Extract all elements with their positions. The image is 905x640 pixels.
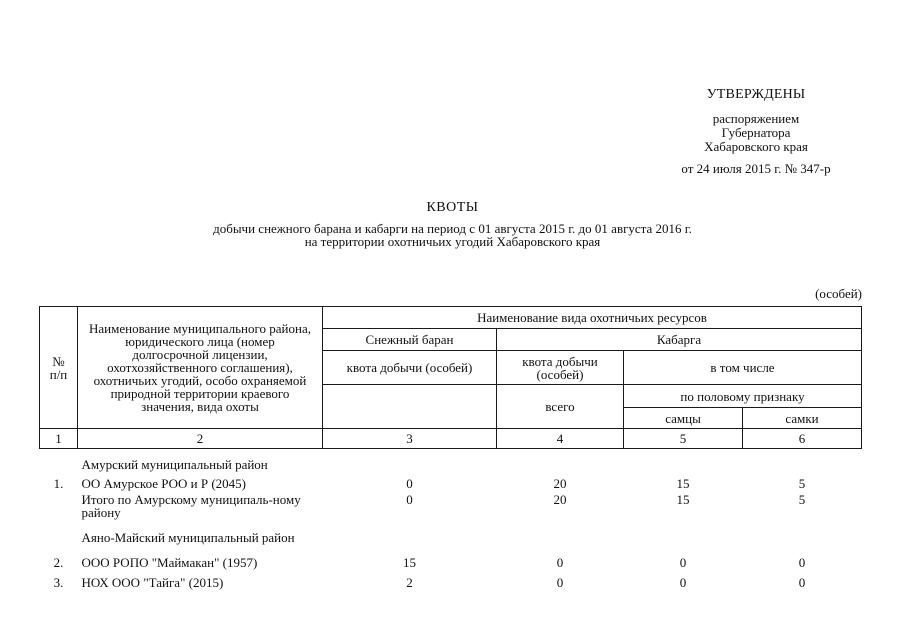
row-number: [40, 523, 78, 553]
row-deer-females: 0: [798, 555, 806, 570]
table-row: [40, 455, 862, 475]
row-deer-females: [743, 523, 862, 553]
row-name: Амурский муниципальный район: [81, 457, 268, 472]
row-sheep-quota: 0: [406, 476, 413, 491]
header-sheep-blank: [323, 385, 497, 429]
header-resource-type: Наименование вида охотничьих ресурсов: [323, 307, 862, 329]
approval-block: [600, 88, 905, 176]
row-name: ОО Амурское РОО и Р (2045): [81, 476, 247, 491]
row-name: Итого по Амурскому муниципаль-ному району: [81, 491, 301, 520]
row-name: НОХ ООО "Тайга" (2015): [81, 575, 224, 590]
row-number: [40, 455, 78, 475]
table-row: [40, 523, 862, 553]
col-number: 6: [743, 429, 862, 449]
document-title: КВОТЫ: [426, 200, 479, 215]
header-musk-deer: Кабарга: [497, 329, 862, 351]
row-deer-females: 0: [798, 575, 806, 590]
row-number: 3.: [53, 575, 64, 590]
row-deer-total: 0: [556, 555, 564, 570]
header-total: всего: [497, 385, 624, 429]
row-deer-males: [624, 523, 743, 553]
table-row: [40, 573, 862, 593]
row-deer-females: [743, 455, 862, 475]
header-sheep: Снежный баран: [323, 329, 497, 351]
document-subtitle: [0, 222, 905, 248]
row-name: ООО РОПО "Маймакан" (1957): [81, 555, 258, 570]
row-number: 1.: [53, 476, 64, 491]
row-sheep-quota: 2: [406, 575, 413, 590]
row-number: [40, 493, 78, 523]
approval-date: от 24 июля 2015 г. № 347-р: [681, 161, 831, 176]
column-number-row: [40, 429, 862, 449]
row-deer-total: 20: [553, 491, 567, 507]
subtitle-line-1: добычи снежного барана и кабарги на период с 01 августа 2015 г. до 01 августа 2016 г.: [213, 221, 692, 236]
row-deer-males: 15: [676, 476, 690, 491]
approval-line-2: Губернатора: [721, 125, 791, 140]
row-deer-total: [497, 455, 624, 475]
col-number: 1: [40, 429, 78, 449]
header-males: самцы: [624, 408, 743, 429]
row-sheep-quota: 0: [406, 491, 413, 507]
row-sheep-quota: [323, 523, 497, 553]
approval-line-1: распоряжением: [712, 111, 800, 126]
row-name: Аяно-Майский муниципальный район: [81, 530, 295, 545]
col-number: 5: [624, 429, 743, 449]
row-deer-total: 20: [553, 476, 567, 491]
row-deer-males: [624, 455, 743, 475]
approval-heading: УТВЕРЖДЕНЫ: [706, 87, 806, 102]
row-sheep-quota: 15: [403, 555, 416, 570]
header-num: № п/п: [40, 307, 78, 429]
row-number: 2.: [53, 555, 64, 570]
row-deer-males: 0: [679, 575, 687, 590]
table-row: [40, 475, 862, 493]
table-row: [40, 493, 862, 523]
table-row: [40, 553, 862, 573]
subtitle-line-2: на территории охотничьих угодий Хабаровского края: [304, 234, 601, 249]
header-by-sex: по половому признаку: [624, 385, 862, 408]
col-number: 4: [497, 429, 624, 449]
header-females: самки: [743, 408, 862, 429]
row-deer-total: [497, 523, 624, 553]
header-deer-quota: квота добычи (особей): [497, 351, 624, 385]
approval-line-3: Хабаровского края: [704, 139, 808, 154]
quota-table: [39, 306, 862, 593]
col-number: 3: [323, 429, 497, 449]
row-deer-males: 0: [679, 555, 687, 570]
row-sheep-quota: [323, 455, 497, 475]
header-sheep-quota: квота добычи (особей): [323, 351, 497, 385]
header-including: в том числе: [624, 351, 862, 385]
row-deer-females: 5: [798, 491, 806, 507]
units-note: (особей): [815, 286, 862, 301]
col-number: 2: [78, 429, 323, 449]
header-name: Наименование муниципального района, юридического лица (номер долгосрочной лицензии, охотхозяйственного соглашения), охотничьих угодий, особо охраняемой природной территории краевого значения, вида охоты: [78, 307, 323, 429]
row-deer-males: 15: [676, 491, 690, 507]
row-deer-total: 0: [556, 575, 564, 590]
row-deer-females: 5: [798, 476, 806, 491]
